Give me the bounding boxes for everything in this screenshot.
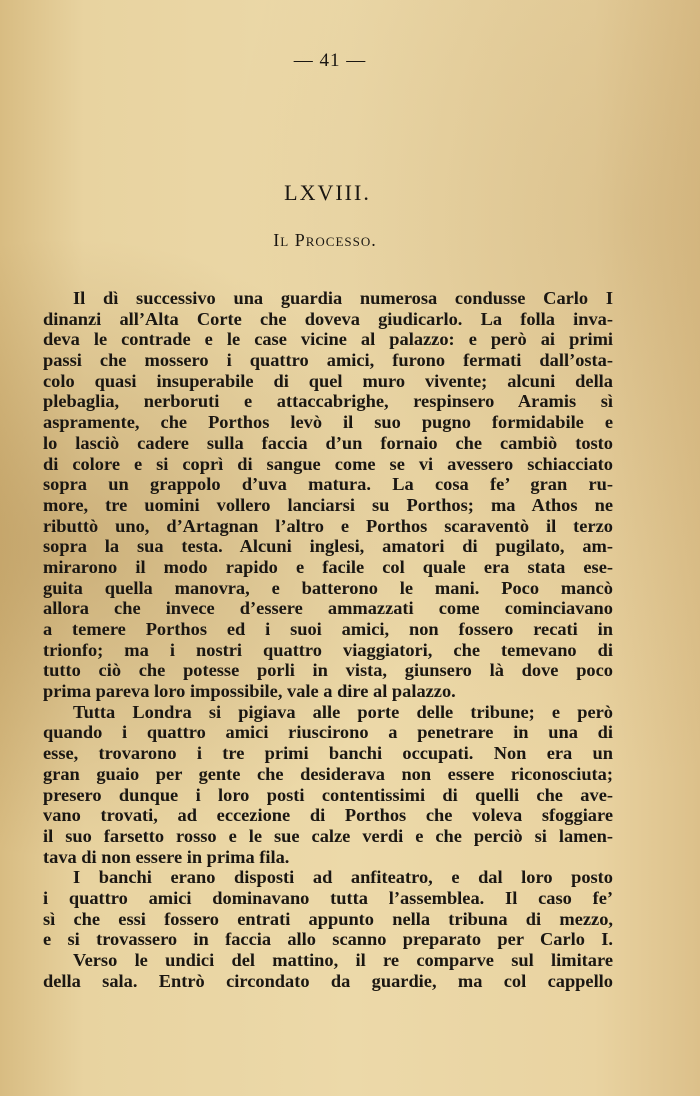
text-line: passi che mossero i quattro amici, furono fermati dall’osta- bbox=[43, 350, 613, 371]
text-line: sì che essi fossero entrati appunto nella tribuna di mezzo, bbox=[43, 908, 613, 929]
text-line: della sala. Entrò circondato da guardie, ma col cappello bbox=[43, 970, 613, 991]
text-line: tava di non essere in prima fila. bbox=[43, 846, 290, 867]
page-number: — 41 — bbox=[293, 50, 367, 71]
text-line: tutto ciò che potesse porli in vista, giunsero là dove poco bbox=[43, 660, 613, 681]
text-line: prima pareva loro impossibile, vale a dire al palazzo. bbox=[43, 681, 456, 702]
text-line: a temere Porthos ed i suoi amici, non fossero recati in bbox=[43, 619, 613, 639]
text-line: Verso le undici del mattino, il re comparve sul limitare bbox=[73, 950, 613, 970]
text-line: lo lasciò cadere sulla faccia d’un fornaio che cambiò tosto bbox=[43, 432, 613, 453]
text-line: aspramente, che Porthos levò il suo pugno formidabile e bbox=[43, 412, 613, 433]
text-line: ributtò uno, d’Artagnan l’altro e Porthos scaraventò il terzo bbox=[43, 515, 613, 536]
text-line: dinanzi all’Alta Corte che doveva giudicarlo. La folla inva- bbox=[43, 308, 613, 329]
text-line: more, tre uomini vollero lanciarsi su Porthos; ma Athos ne bbox=[43, 494, 613, 515]
text-line: di colore e si coprì di sangue come se vi avessero schiacciato bbox=[43, 453, 613, 474]
text-line: I banchi erano disposti ad anfiteatro, e dal loro posto bbox=[73, 867, 613, 888]
text-line: trionfo; ma i nostri quattro viaggiatori, che temevano di bbox=[43, 639, 613, 660]
text-line: colo quasi insuperabile di quel muro vivente; alcuni della bbox=[43, 370, 613, 391]
text-line: allora che invece d’essere ammazzati come cominciavano bbox=[43, 598, 613, 619]
text-line: e si trovassero in faccia allo scanno preparato per Carlo I. bbox=[43, 929, 613, 950]
text-line: presero dunque i loro posti contentissimi di quelli che ave- bbox=[43, 784, 613, 805]
chapter-title: Il Processo. bbox=[273, 230, 377, 250]
text-line: quando i quattro amici riuscirono a penetrare in una di bbox=[43, 722, 613, 743]
text-line: deva le contrade e le case vicine al palazzo: e però ai primi bbox=[43, 329, 613, 350]
text-line: guita quella manovra, e batterono le mani. Poco mancò bbox=[43, 577, 613, 598]
text-line: il suo farsetto rosso e le sue calze verdi e che perciò si lamen- bbox=[43, 825, 613, 846]
text-line: Tutta Londra si pigiava alle porte delle tribune; e però bbox=[73, 701, 613, 722]
text-line: i quattro amici dominavano tutta l’assemblea. Il caso fe’ bbox=[43, 887, 613, 908]
text-line: gran guaio per gente che desiderava non essere riconosciuta; bbox=[43, 763, 613, 784]
text-line: Il dì successivo una guardia numerosa condusse Carlo I bbox=[73, 288, 613, 308]
body-text bbox=[43, 288, 613, 991]
text-line: plebaglia, nerboruti e attaccabrighe, respinsero Aramis sì bbox=[43, 391, 613, 412]
text-line: vano trovati, ad eccezione di Porthos che voleva sfoggiare bbox=[43, 805, 613, 826]
text-line: mirarono il modo rapido e facile col quale era stata ese- bbox=[43, 556, 613, 577]
text-line: sopra la sua testa. Alcuni inglesi, amatori di pugilato, am- bbox=[43, 536, 613, 557]
chapter-number: LXVIII. bbox=[284, 180, 371, 205]
text-line: sopra un grappolo d’uva matura. La cosa fe’ gran ru- bbox=[43, 474, 613, 495]
text-line: esse, trovarono i tre primi banchi occupati. Non era un bbox=[43, 743, 613, 764]
